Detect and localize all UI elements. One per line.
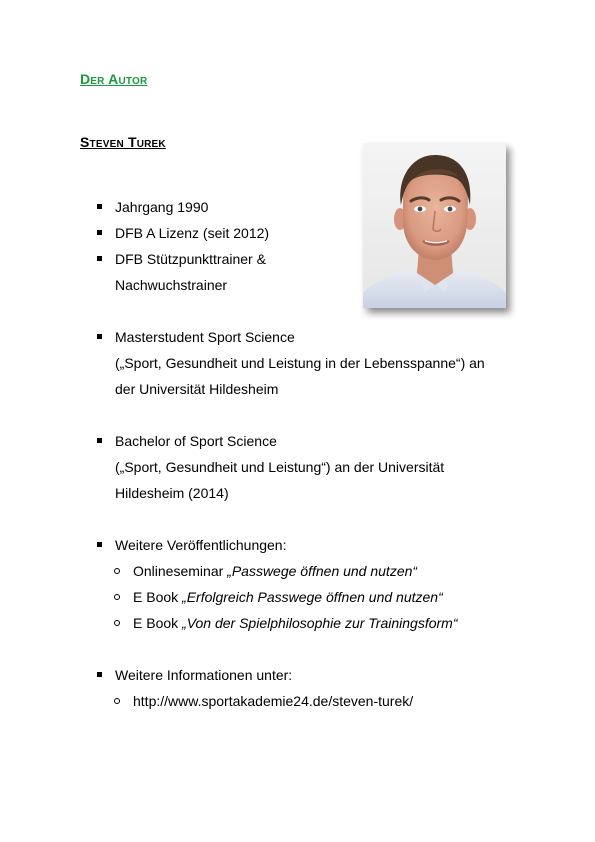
list-item [97,220,537,246]
circle-bullet-icon [114,698,120,704]
square-bullet-icon [97,438,102,443]
bachelor-line2: („Sport, Gesundheit und Leistung“) an der Universität [115,459,445,475]
master-line3: der Universität Hildesheim [115,381,279,397]
publication-type: Onlineseminar [133,563,228,579]
trainer-role-line1: DFB Stützpunkttrainer & [115,251,266,267]
info-label: Weitere Informationen unter: [115,667,293,683]
square-bullet-icon [97,256,102,261]
list-item [97,428,537,506]
publication-item [97,558,537,584]
license: DFB A Lizenz (seit 2012) [115,225,270,241]
info-link-item[interactable] [97,688,537,714]
birth-year: Jahrgang 1990 [115,199,209,215]
circle-bullet-icon [114,620,120,626]
bachelor-line3: Hildesheim (2014) [115,485,229,501]
publication-title: „Erfolgreich Passwege öffnen und nutzen“ [182,589,443,605]
master-line1: Masterstudent Sport Science [115,329,295,345]
author-facts-list [97,194,537,714]
square-bullet-icon [97,542,102,547]
list-item [97,324,537,402]
master-line2: („Sport, Gesundheit und Leistung in der Lebensspanne“) an [115,355,485,371]
publication-item [97,610,537,636]
bachelor-line1: Bachelor of Sport Science [115,433,277,449]
section-heading: Der Autor [80,71,148,87]
circle-bullet-icon [114,594,120,600]
square-bullet-icon [97,204,102,209]
trainer-role-line2: Nachwuchstrainer [115,277,228,293]
publications-label: Weitere Veröffentlichungen: [115,537,287,553]
list-item [97,662,537,688]
circle-bullet-icon [114,568,120,574]
info-link[interactable]: http://www.sportakademie24.de/steven-turek/ [133,693,414,709]
publication-type: E Book [133,615,183,631]
publication-type: E Book [133,589,183,605]
list-item [97,532,537,558]
square-bullet-icon [97,334,102,339]
list-item [97,194,537,220]
square-bullet-icon [97,230,102,235]
publication-item [97,584,537,610]
square-bullet-icon [97,672,102,677]
list-item [97,246,537,298]
author-name: Steven Turek [80,134,166,150]
publication-title: „Passwege öffnen und nutzen“ [227,563,418,579]
publication-title: „Von der Spielphilosophie zur Trainingsform“ [182,615,458,631]
